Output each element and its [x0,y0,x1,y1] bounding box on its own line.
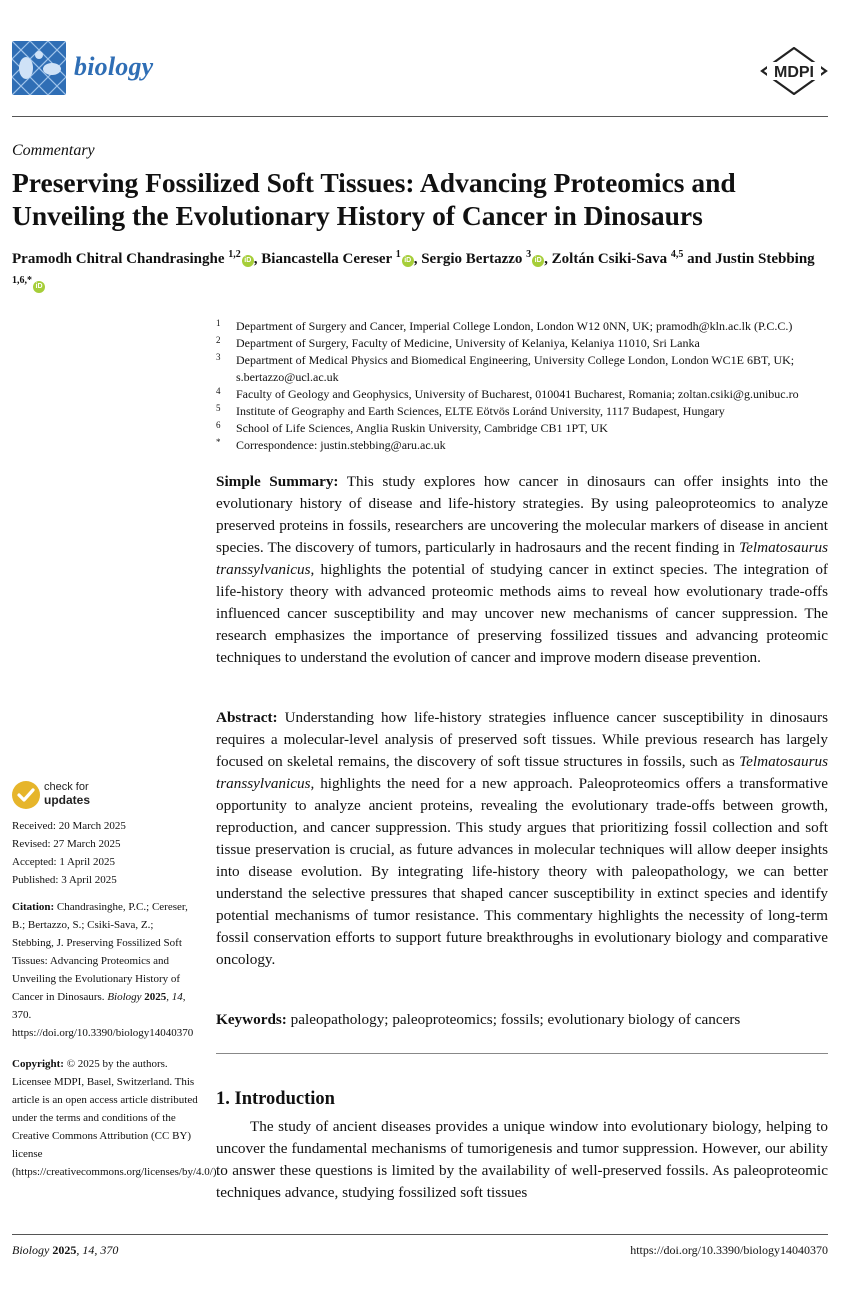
mdpi-logo-icon[interactable] [760,47,828,95]
affiliation-number: * [216,437,221,447]
author-separator: , [544,251,552,267]
affiliation-number: 5 [216,403,221,413]
header-rule [12,116,828,117]
author-list [12,244,832,296]
orcid-icon[interactable]: iD [532,255,544,267]
affiliation-text: Correspondence: justin.stebbing@aru.ac.uk [236,438,446,452]
orcid-icon[interactable]: iD [33,281,45,293]
article-title: Preserving Fossilized Soft Tissues: Advancing Proteomics and Unveiling the Evolutionary History of Cancer in Dinosaurs [12,167,736,231]
affiliation-number: 4 [216,386,221,396]
author-affiliation-sup: 1 [395,249,401,260]
affiliation-item [216,335,836,352]
citation-text-1: Chandrasinghe, P.C.; Cereser, B.; Bertazzo, S.; Csiki-Sava, Z.; Stebbing, J. Preserving Fossilized Soft Tissues: Advancing Proteomics and Unveiling the Evolutionary History of Cancer in Dinosaurs. [12,901,188,1003]
check-updates-line1: check for [44,781,89,793]
affiliation-text: Department of Surgery, Faculty of Medicine, University of Kelaniya, Kelaniya 11010, Sri Lanka [236,336,700,350]
author-affiliation-sup: 1,2 [228,249,241,260]
affiliation-item [216,403,836,420]
section-heading: 1. Introduction [216,1089,335,1109]
author-name: Justin Stebbing [715,251,815,267]
affiliations [216,318,836,454]
footer-rule [12,1234,828,1235]
affiliation-item [216,437,836,454]
footer-citation [12,1243,118,1258]
introduction-paragraph: The study of ancient diseases provides a unique window into evolutionary biology, helping to uncover the fundamental mechanisms of tumorigenesis and tumor suppression. However, our ability to answer these questions is limited by the availability of well-preserved fossils. As paleoproteomic techniques advance, studying fossilized soft tissues [216,1118,828,1201]
publication-dates [12,817,192,889]
keywords [216,1009,828,1031]
check-icon [12,781,40,809]
citation-year: 2025 [141,991,167,1003]
copyright-label: Copyright: [12,1058,64,1070]
author-affiliation-sup: 3 [526,249,532,260]
affiliation-text: School of Life Sciences, Anglia Ruskin University, Cambridge CB1 1PT, UK [236,421,608,435]
abstract-text-1: Understanding how life-history strategies influence cancer susceptibility in dinosaurs requires a molecular-level analysis of preserved soft tissues. While previous research has largely focused on skeletal remains, the discovery of soft tissue structures in fossils, such as [216,709,828,770]
simple-summary-text-1: This study explores how cancer in dinosaurs can offer insights into the evolutionary history of disease and life-history strategies. By using paleoproteomics to analyze preserved proteins in fossils, researchers are uncovering the molecular markers of disease in ancient species. The discovery of tumors, particularly in hadrosaurs and the recent finding in [216,473,828,556]
affiliation-text: Department of Surgery and Cancer, Imperial College London, London W12 0NN, UK; pramodh@kln.ac.lk (P.C.C.) [236,319,793,333]
species-name: Telmatosaurus transsylvanicus [216,753,828,792]
affiliation-number: 2 [216,335,221,345]
affiliation-text: Department of Medical Physics and Biomedical Engineering, University College London, London WC1E 6BT, UK; s.bertazzo@ucl.ac.uk [236,353,795,384]
keywords-rule [216,1053,828,1054]
footer-journal: Biology [12,1243,50,1257]
article-type: Commentary [12,142,95,159]
author-name: Biancastella Cereser [261,251,392,267]
author-name: Zoltán Csiki-Sava [551,251,668,267]
citation-journal: Biology [107,991,142,1003]
author-name: Sergio Bertazzo [421,251,523,267]
footer-volume-issue: , 14, 370 [76,1243,119,1257]
affiliation-number: 3 [216,352,221,362]
copyright-text: © 2025 by the authors. Licensee MDPI, Basel, Switzerland. This article is an open access article distributed under the terms and conditions of the Creative Commons Attribution (CC BY) license (https://creativecommons.org/licenses/by/4.0/). [12,1058,220,1178]
published-date: Published: 3 April 2025 [12,874,117,886]
abstract-text-2: , highlights the need for a new approach. Paleoproteomics offers a transformative opportunity to analyze ancient proteins, revealing the evolutionary trade-offs between growth, reproduction, and cancer suppression. This study argues that prioritizing fossil collection and soft tissue preservation is crucial, as future advances in molecular techniques will allow deeper insights into disease evolution. By integrating life-history theory with paleopathology, we can better understand the selective pressures that shaped cancer susceptibility in extinct species and identify potential mechanisms of tumor resistance. This commentary highlights the necessity of long-term fossil conservation efforts to support future breakthroughs in evolutionary biology and comparative oncology. [216,775,828,968]
abstract-label: Abstract: [216,709,278,726]
affiliation-number: 6 [216,420,221,430]
affiliation-text: Institute of Geography and Earth Sciences, ELTE Eötvös Loránd University, 1117 Budapest, Hungary [236,404,725,418]
affiliation-item [216,352,836,386]
citation-label: Citation: [12,901,55,913]
footer-year: 2025 [49,1243,77,1257]
svg-text:MDPI: MDPI [774,64,814,81]
revised-date: Revised: 27 March 2025 [12,838,121,850]
check-for-updates-button[interactable] [12,779,142,811]
keywords-label: Keywords: [216,1011,287,1028]
accepted-date: Accepted: 1 April 2025 [12,856,115,868]
simple-summary-text-2: , highlights the potential of studying cancer in extinct species. The integration of life-history theory with advanced proteomic methods aims to reveal how evolutionary trade-offs influenced cancer susceptibility and may uncover new mechanisms of cancer suppression. The research emphasizes the importance of preserving fossilized tissues and advancing proteomic techniques to understand the evolution of cancer and improve modern disease prevention. [216,561,828,666]
footer-doi-link[interactable]: https://doi.org/10.3390/biology14040370 [630,1243,828,1257]
author-affiliation-sup: 4,5 [670,249,684,260]
journal-name[interactable]: biology [74,52,154,81]
author-name: Pramodh Chitral Chandrasinghe [12,251,225,267]
orcid-icon[interactable]: iD [402,255,414,267]
simple-summary-label: Simple Summary: [216,473,339,490]
simple-summary [216,471,828,669]
species-name: Telmatosaurus transsylvanicus [216,539,828,578]
affiliation-item [216,420,836,437]
orcid-icon[interactable]: iD [242,255,254,267]
citation [12,898,198,1042]
affiliation-item [216,386,836,403]
received-date: Received: 20 March 2025 [12,820,126,832]
keywords-text: paleopathology; paleoproteomics; fossils; evolutionary biology of cancers [286,1011,741,1028]
citation-volume: , 14, [166,991,186,1003]
journal-logo-icon [12,41,66,95]
author-separator: , [413,251,422,267]
author-affiliation-sup: 1,6,* [12,275,32,286]
affiliation-number: 1 [216,318,221,328]
copyright [12,1055,220,1181]
check-updates-line2: updates [44,793,91,807]
author-separator: and [683,251,716,267]
abstract [216,707,828,971]
affiliation-item [216,318,836,335]
affiliation-text: Faculty of Geology and Geophysics, University of Bucharest, 010041 Bucharest, Romania; zoltan.csiki@g.unibuc.ro [236,387,799,401]
author-separator: , [253,251,262,267]
citation-text-2[interactable]: 370. https://doi.org/10.3390/biology14040370 [12,1009,194,1039]
